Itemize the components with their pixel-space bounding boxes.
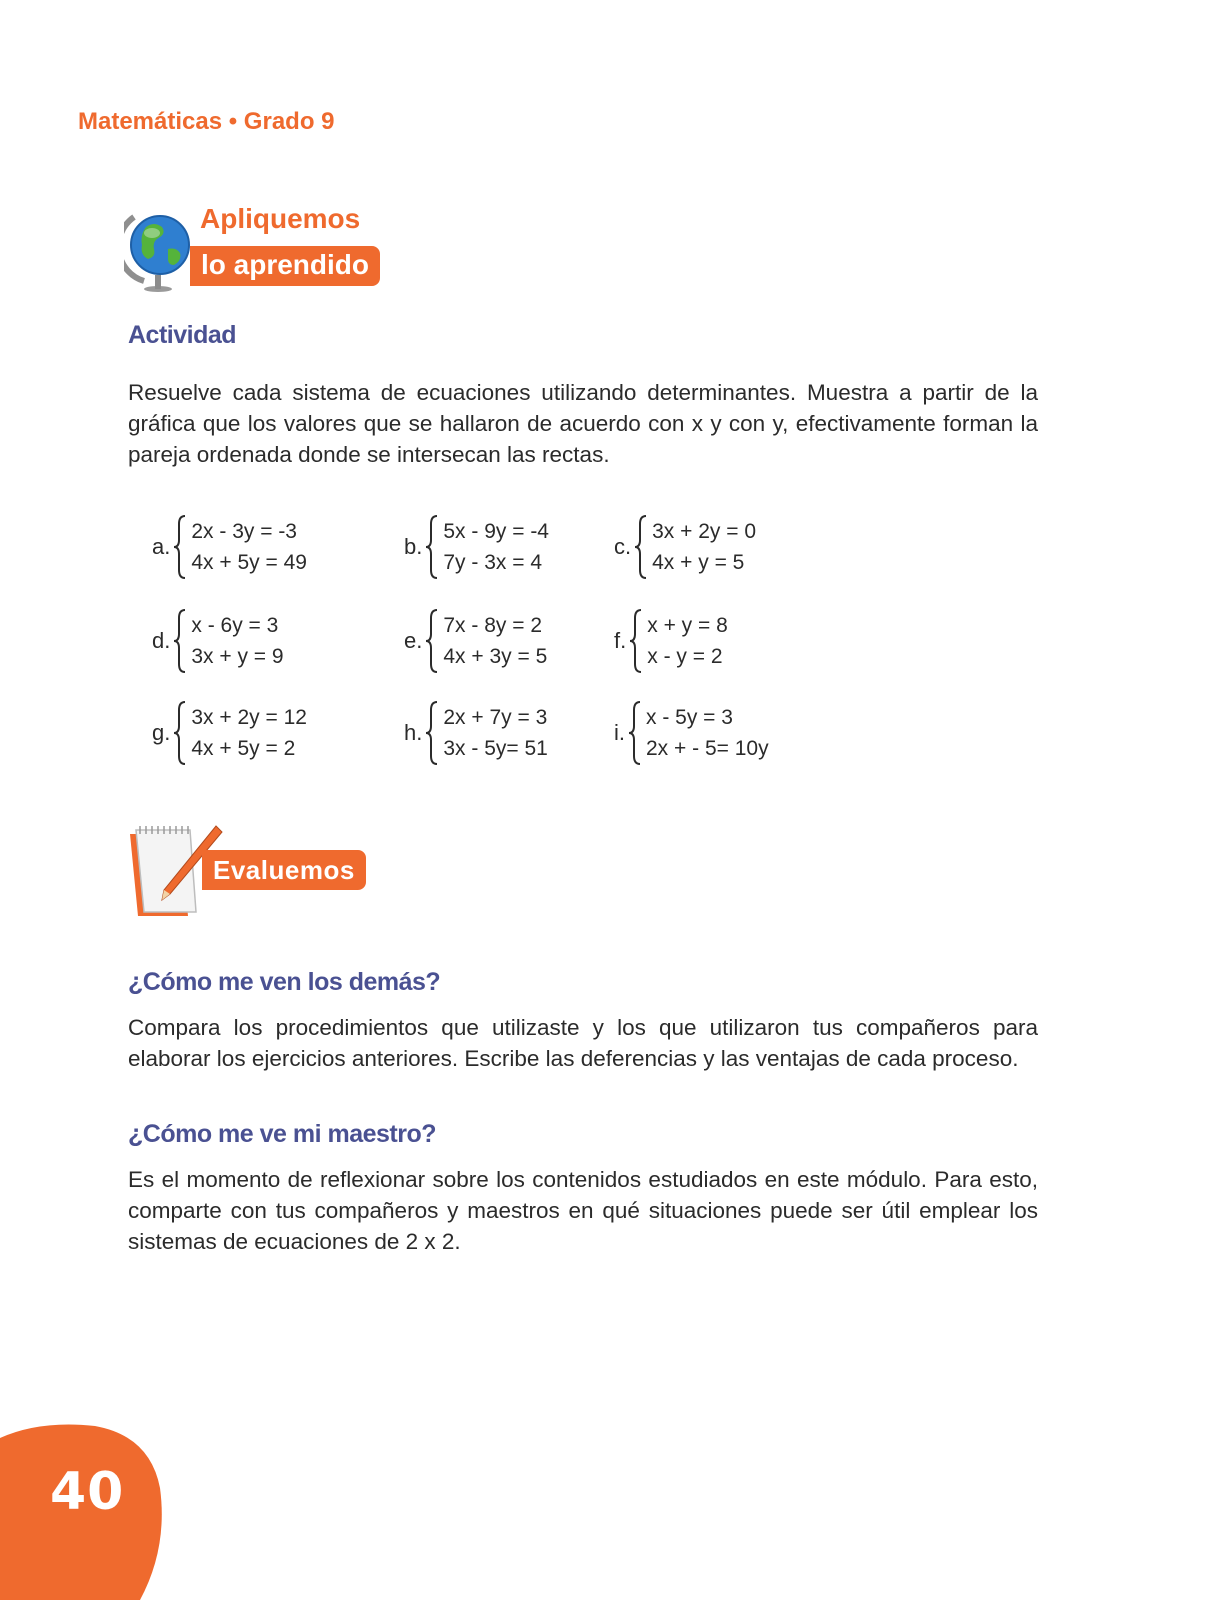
equation-2: 3x + y = 9 xyxy=(191,645,284,668)
brace-icon xyxy=(629,608,643,674)
system-label: a. xyxy=(152,534,171,559)
equation-2: x - y = 2 xyxy=(647,645,723,668)
brace-icon xyxy=(173,514,187,580)
system-label: d. xyxy=(152,628,171,653)
equation-system-i xyxy=(614,700,769,766)
equation-2: 4x + 5y = 49 xyxy=(191,551,307,574)
brace-icon xyxy=(173,700,187,766)
brace-icon xyxy=(425,608,439,674)
equation-system-b xyxy=(404,514,549,580)
system-label: f. xyxy=(614,628,627,653)
evaluation-q2-text: Es el momento de reflexionar sobre los contenidos estudiados en este módulo. Para esto, comparte con tus compañeros y maestros en qué situaciones puede ser útil emplear los sistemas de ecuaciones de 2 x 2. xyxy=(128,1167,1038,1254)
equation-2: 7y - 3x = 4 xyxy=(443,551,542,574)
evaluation-q1-text: Compara los procedimientos que utilizaste y los que utilizaron tus compañeros para elaborar los ejercicios anteriores. Escribe las deferencias y las ventajas de cada proceso. xyxy=(128,1015,1038,1071)
system-label: b. xyxy=(404,534,423,559)
equation-system-a xyxy=(152,514,307,580)
brace-icon xyxy=(425,514,439,580)
brace-icon xyxy=(634,514,648,580)
equation-1: 3x + 2y = 12 xyxy=(191,706,307,729)
system-label: e. xyxy=(404,628,423,653)
equation-2: 2x + - 5= 10y xyxy=(646,737,769,760)
page-number: 40 xyxy=(50,1462,125,1522)
equation-2: 4x + 5y = 2 xyxy=(191,737,296,760)
section-tag-evaluemos: Evaluemos xyxy=(202,850,366,890)
evaluation-q2-heading: ¿Cómo me ve mi maestro? xyxy=(128,1120,437,1148)
system-label: h. xyxy=(404,720,423,745)
system-label: i. xyxy=(614,720,625,745)
activity-heading: Actividad xyxy=(128,321,237,349)
equation-system-d xyxy=(152,608,284,674)
equation-1: 7x - 8y = 2 xyxy=(443,614,542,637)
brace-icon xyxy=(425,700,439,766)
equation-1: x - 5y = 3 xyxy=(646,706,733,729)
equation-1: 2x - 3y = -3 xyxy=(191,520,297,543)
equation-1: x + y = 8 xyxy=(647,614,728,637)
system-label: g. xyxy=(152,720,171,745)
equation-1: 3x + 2y = 0 xyxy=(652,520,757,543)
equation-system-c xyxy=(614,514,756,580)
equation-1: 5x - 9y = -4 xyxy=(443,520,549,543)
activity-instructions: Resuelve cada sistema de ecuaciones utilizando determinantes. Muestra a partir de la gráfica que los valores que se hallaron de acuerdo con x y con y, efectivamente forman la pareja ordenada donde se intersecan las rectas. xyxy=(128,380,1038,467)
section-title-apliquemos: Apliquemos xyxy=(200,203,361,234)
section-tag-lo-aprendido: lo aprendido xyxy=(190,246,380,286)
equation-system-e xyxy=(404,608,547,674)
equation-system-g xyxy=(152,700,307,766)
system-label: c. xyxy=(614,534,632,559)
page-header-title: Matemáticas • Grado 9 xyxy=(78,108,335,135)
equation-2: 4x + 3y = 5 xyxy=(443,645,548,668)
equation-1: 2x + 7y = 3 xyxy=(443,706,548,729)
equation-2: 4x + y = 5 xyxy=(652,551,745,574)
evaluation-q1-heading: ¿Cómo me ven los demás? xyxy=(128,968,441,996)
equation-system-h xyxy=(404,700,548,766)
equation-1: x - 6y = 3 xyxy=(191,614,279,637)
equation-system-f xyxy=(614,608,728,674)
equation-2: 3x - 5y= 51 xyxy=(443,737,548,760)
brace-icon xyxy=(173,608,187,674)
brace-icon xyxy=(628,700,642,766)
